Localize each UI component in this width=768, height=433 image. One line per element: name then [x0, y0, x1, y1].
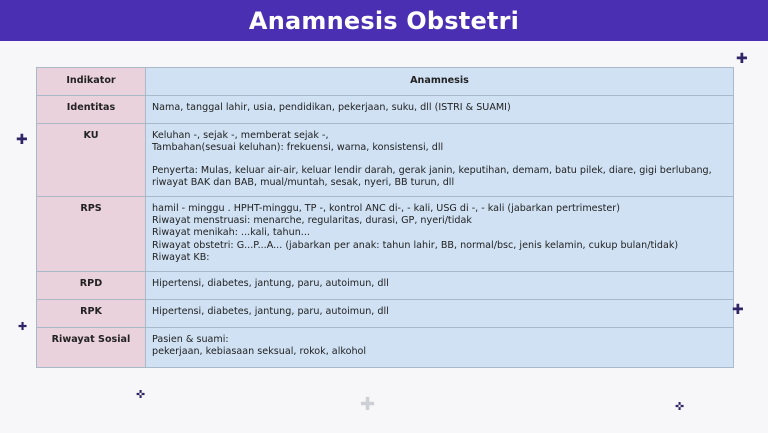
title-bar	[0, 0, 768, 41]
row-line: Riwayat menstruasi: menarche, regularitas, durasi, GP, nyeri/tidak	[152, 215, 472, 227]
row-line: Hipertensi, diabetes, jantung, paru, autoimun, dll	[152, 305, 389, 317]
row-line: hamil - minggu . HPHT-minggu, TP -, kontrol ANC di-, - kali, USG di -, - kali (jabarkan pertrimester)	[152, 202, 620, 214]
plus-outline-icon: ✜	[675, 400, 685, 413]
row-key: RPK	[37, 299, 146, 327]
row-line: Penyerta: Mulas, keluar air-air, keluar lendir darah, gerak janin, keputihan, demam, batu pilek, diare, gigi berlubang, riwayat BAK dan BAB, mual/muntah, sesak, nyeri, BB turun, dll	[152, 164, 712, 189]
table-header-row	[37, 68, 734, 96]
row-value	[146, 299, 734, 327]
row-value	[146, 196, 734, 271]
row-line: Riwayat menikah: ...kali, tahun...	[152, 227, 310, 239]
row-line: Pasien & suami:	[152, 333, 229, 345]
row-line: Riwayat obstetri: G...P...A... (jabarkan per anak: tahun lahir, BB, normal/bsc, jenis kelamin, cukup bulan/tidak)	[152, 239, 679, 251]
row-value	[146, 96, 734, 124]
header-indikator: Indikator	[37, 68, 146, 96]
row-key: RPD	[37, 271, 146, 299]
plus-light-icon: ✚	[360, 394, 376, 415]
row-line: Nama, tanggal lahir, usia, pendidikan, pekerjaan, suku, dll (ISTRI & SUAMI)	[152, 102, 511, 113]
row-value	[146, 271, 734, 299]
table-row-riwayat-sosial	[37, 327, 734, 367]
anamnesis-table	[36, 67, 734, 368]
row-line: Tambahan(sesuai keluhan): frekuensi, warna, konsistensi, dll	[152, 142, 444, 154]
row-line: pekerjaan, kebiasaan seksual, rokok, alkohol	[152, 346, 367, 358]
row-key: RPS	[37, 196, 146, 271]
row-line: Riwayat KB:	[152, 252, 210, 264]
row-line: Keluhan -, sejak -, memberat sejak -,	[152, 130, 329, 141]
header-anamnesis: Anamnesis	[146, 68, 734, 96]
row-value	[146, 124, 734, 197]
row-key: KU	[37, 124, 146, 197]
row-line: Hipertensi, diabetes, jantung, paru, autoimun, dll	[152, 277, 389, 289]
plus-icon: ✚	[736, 51, 748, 67]
plus-icon: ✚	[18, 320, 28, 333]
table-row-rpk	[37, 299, 734, 327]
plus-outline-icon: ✜	[136, 388, 146, 401]
page-title: Anamnesis Obstetri	[248, 6, 520, 35]
row-key: Identitas	[37, 96, 146, 124]
table-row-rps	[37, 196, 734, 271]
plus-icon: ✚	[16, 132, 28, 148]
table-row-rpd	[37, 271, 734, 299]
table-row-identitas	[37, 96, 734, 124]
plus-icon: ✚	[732, 302, 744, 318]
table-row-ku	[37, 124, 734, 197]
row-value	[146, 327, 734, 367]
row-key: Riwayat Sosial	[37, 327, 146, 367]
